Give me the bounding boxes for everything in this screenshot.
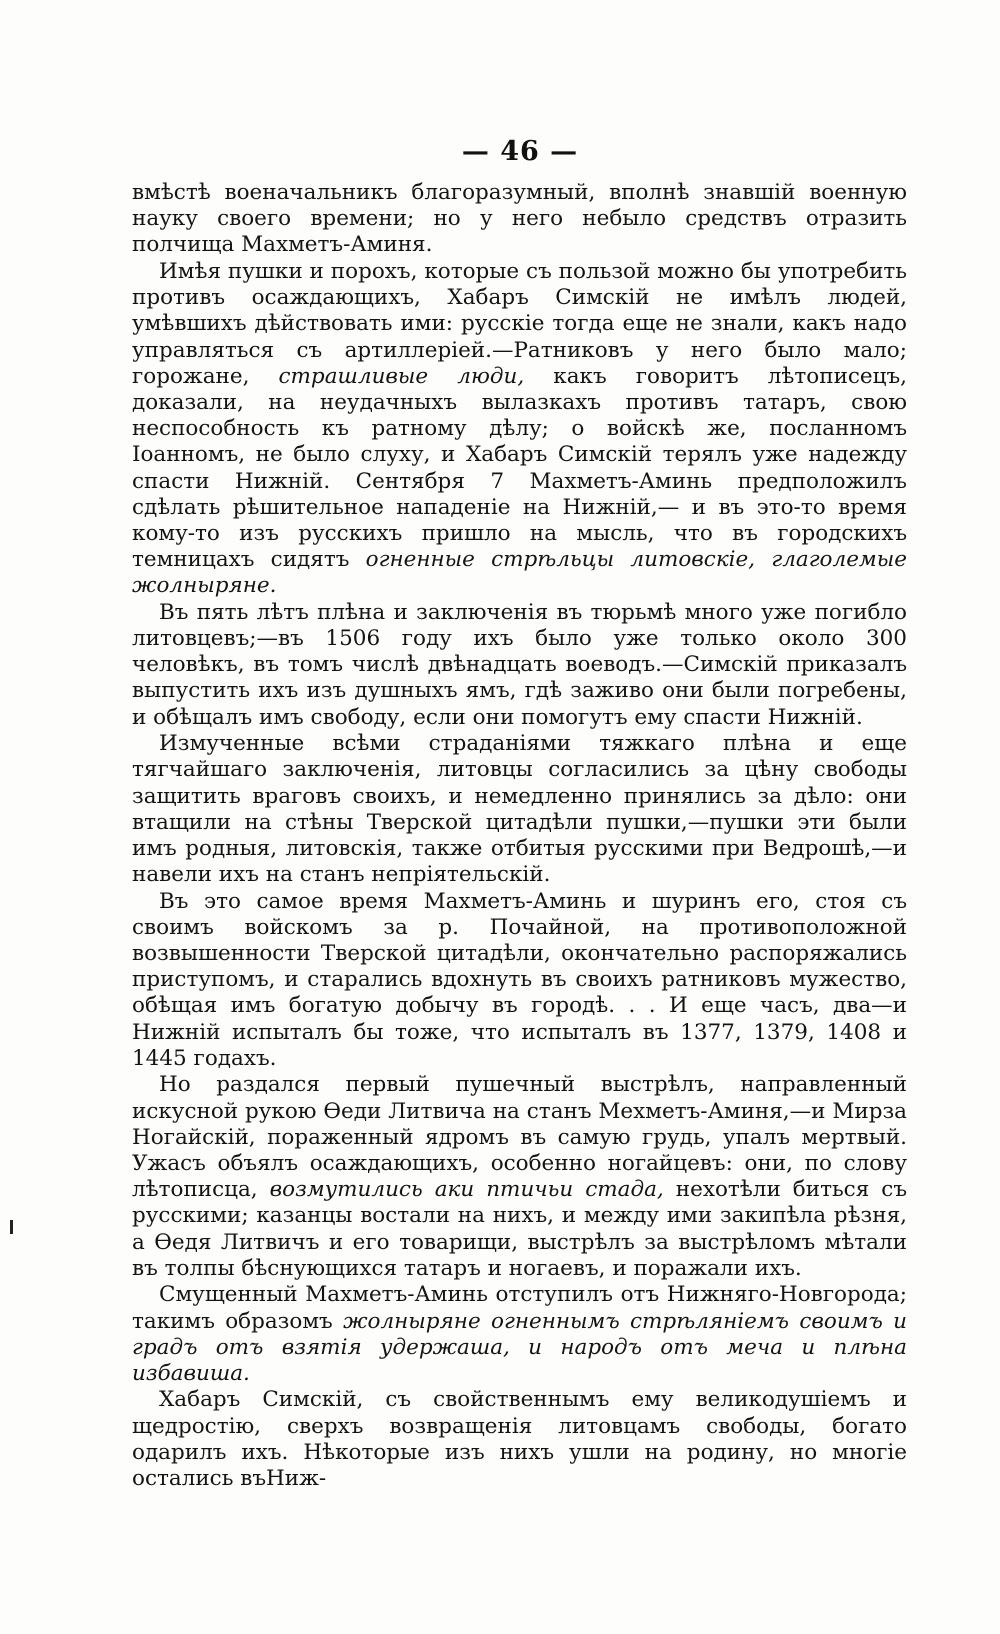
body-text xyxy=(132,180,907,1493)
text-segment: Въ это самое время Махметъ-Аминь и шуринъ его, стоя съ своимъ войскомъ за р. Почайной, на противоположной возвышенности Тверской цитадѣли, окончательно распоряжались приступомъ, и старались вдохнуть въ своихъ ратниковъ мужество, обѣщая имъ богатую добычу въ городѣ. . . И еще часъ, два—и Нижній испыталъ бы тоже, что испыталъ въ 1377, 1379, 1408 и 1445 годахъ. xyxy=(132,888,907,1071)
text-segment: какъ говоритъ лѣтописецъ, доказали, на неудачныхъ вылазкахъ противъ татаръ, свою неспособность къ ратному дѣлу; о войскѣ же, посланномъ Іоанномъ, не было слуху, и Хабаръ Симскій терялъ уже надежду спасти Нижній. Сентября 7 Махметъ-Аминь предположилъ сдѣлать рѣшительное нападеніе на Нижній,— и въ это-то время кому-то изъ русскихъ пришло на мысль, что въ городскихъ темницахъ сидятъ xyxy=(132,363,907,573)
paragraph xyxy=(132,600,907,731)
text-segment: Хабаръ Симскій, съ свойственнымъ ему великодушіемъ и щедростію, сверхъ возвращенія литовцамъ свободы, богато одарилъ ихъ. Нѣкоторые изъ нихъ ушли на родину, но многіе остались въНиж- xyxy=(132,1387,907,1492)
italic-text: огненные стрѣльцы литовскіе, глаголемые жолныряне. xyxy=(132,547,907,599)
paragraph xyxy=(132,731,907,888)
text-segment: вмѣстѣ военачальникъ благоразумный, вполнѣ знавшій военную науку своего времени; но у него небыло средствъ отразить полчища Махметъ-Аминя. xyxy=(132,180,907,258)
paragraph xyxy=(132,1072,907,1282)
paragraph xyxy=(132,259,907,600)
italic-text: возмутились аки птичьи стада, xyxy=(269,1177,664,1203)
page-number: — 46 — xyxy=(461,136,579,167)
text-segment: Въ пять лѣтъ плѣна и заключенія въ тюрьмѣ много уже погибло литовцевъ;—въ 1506 году ихъ было уже только около 300 человѣкъ, въ томъ числѣ двѣнадцать воеводъ.—Симскій приказалъ выпустить ихъ изъ душныхъ ямъ, гдѣ заживо они были погребены, и обѣщалъ имъ свободу, если они помогутъ ему спасти Нижній. xyxy=(132,599,907,730)
text-segment: Но раздался первый пушечный выстрѣлъ, направленный искусной рукою Ѳеди Литвича на станъ Мехметъ-Аминя,—и Мирза Ногайскій, пораженный ядромъ въ самую грудь, упалъ мертвый. Ужасъ объялъ осаждающихъ, особенно ногайцевъ: они, по слову лѣтописца, xyxy=(132,1072,907,1203)
margin-mark xyxy=(10,1220,13,1234)
italic-text: жолныряне огненнымъ стрѣлянiемъ своимъ и градъ отъ взятія удержаша, и народъ отъ меча и плѣна избавиша. xyxy=(132,1308,907,1386)
text-segment: Смущенный Махметъ-Аминь отступилъ отъ Нижняго-Новгорода; такимъ образомъ xyxy=(132,1282,907,1334)
italic-text: страшливые люди, xyxy=(278,363,525,389)
paragraph xyxy=(132,1387,907,1492)
text-segment: нехотѣли биться съ русскими; казанцы востали на нихъ, и между ими закипѣла рѣзня, а Ѳедя Литвичъ и его товарищи, выстрѣлъ за выстрѣломъ мѣтали въ толпы бѣснующихся татаръ и ногаевъ, и поражали ихъ. xyxy=(132,1177,908,1281)
paragraph xyxy=(132,889,907,1072)
paragraph xyxy=(132,1282,907,1387)
text-segment: Имѣя пушки и порохъ, которые съ пользой можно бы употребить противъ осаждающихъ, Хабаръ Симскій не имѣлъ людей, умѣвшихъ дѣйствовать ими: русскіе тогда еще не знали, какъ надо управляться съ артиллеріей.—Ратниковъ у него было мало; горожане, xyxy=(132,258,907,389)
text-segment: Измученные всѣми страданіями тяжкаго плѣна и еще тягчайшаго заключенія, литовцы согласились за цѣну свободы защитить враговъ своихъ, и немедленно принялись за дѣло: они втащили на стѣны Тверской цитадѣли пушки,—пушки эти были имъ родныя, литовскія, также отбитыя русскими при Ведрошѣ,—и навели ихъ на станъ непріятельскій. xyxy=(132,731,907,888)
paragraph xyxy=(132,180,907,259)
